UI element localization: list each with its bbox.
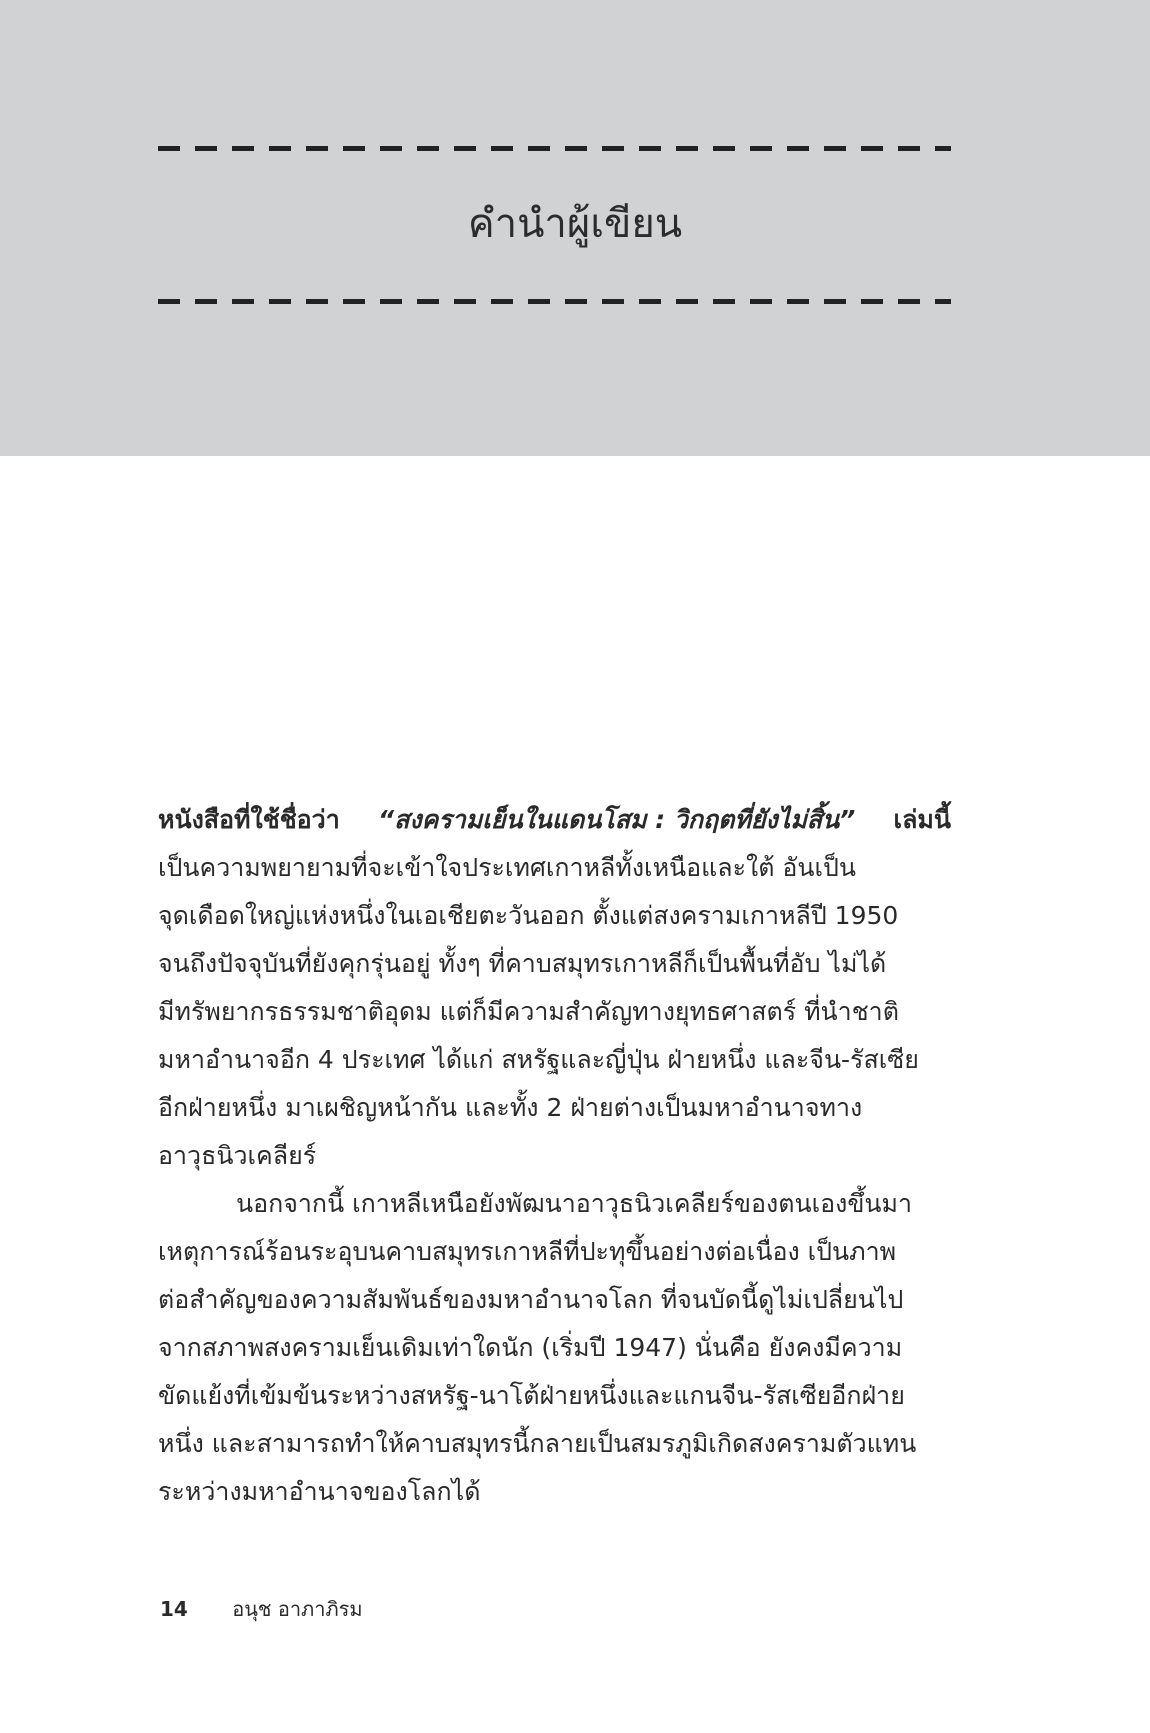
paragraph-2-line: จากสภาพสงครามเย็นเดิมเท่าใดนัก (เริ่มปี 1947) นั่นคือ ยังคงมีความ [158, 1333, 903, 1362]
author-name: อนุช อาภาภิรม [232, 1597, 363, 1621]
paragraph-2-line: หนึ่ง และสามารถทำให้คาบสมุทรนี้กลายเป็นสมรภูมิเกิดสงครามตัวแทน [158, 1429, 917, 1458]
page-number: 14 [160, 1597, 188, 1621]
paragraph-1-line: มหาอำนาจอีก 4 ประเทศ ได้แก่ สหรัฐและญี่ปุ่น ฝ่ายหนึ่ง และจีน-รัสเซีย [158, 1045, 919, 1074]
book-title: “สงครามเย็นในแดนโสม : วิกฤตที่ยังไม่สิ้น” [378, 805, 856, 834]
chapter-title: คำนำผู้เขียน [467, 201, 683, 247]
paragraph-1-line: จนถึงปัจจุบันที่ยังคุกรุ่นอยู่ ทั้งๆ ที่คาบสมุทรเกาหลีก็เป็นพื้นที่อับ ไม่ได้ [158, 949, 887, 978]
paragraph-1-line: มีทรัพยากรธรรมชาติอุดม แต่ก็มีความสำคัญทางยุทธศาสตร์ ที่นำชาติ [158, 997, 899, 1026]
page-footer [160, 1593, 363, 1625]
paragraph-2-line: ขัดแย้งที่เข้มข้นระหว่างสหรัฐ-นาโต้ฝ่ายหนึ่งและแกนจีน-รัสเซียอีกฝ่าย [158, 1381, 905, 1410]
paragraph-1-line: อีกฝ่ายหนึ่ง มาเผชิญหน้ากัน และทั้ง 2 ฝ่ายต่างเป็นมหาอำนาจทาง [158, 1093, 863, 1122]
paragraph-1-line: จุดเดือดใหญ่แห่งหนึ่งในเอเชียตะวันออก ตั้งแต่สงครามเกาหลีปี 1950 [158, 901, 899, 930]
paragraph-2-line: ระหว่างมหาอำนาจของโลกได้ [158, 1477, 481, 1506]
paragraph-2-line: นอกจากนี้ เกาหลีเหนือยังพัฒนาอาวุธนิวเคลียร์ของตนเองขึ้นมา [236, 1189, 913, 1218]
body-text [158, 796, 951, 1516]
paragraph-2-line: ต่อสำคัญของความสัมพันธ์ของมหาอำนาจโลก ที่จนบัดนี้ดูไม่เปลี่ยนไป [158, 1285, 904, 1314]
paragraph-1-line: อาวุธนิวเคลียร์ [158, 1141, 317, 1170]
paragraph-2-line: เหตุการณ์ร้อนระอุบนคาบสมุทรเกาหลีที่ปะทุขึ้นอย่างต่อเนื่อง เป็นภาพ [158, 1237, 897, 1266]
paragraph-1-first-line [158, 796, 951, 844]
paragraph-1-line: เป็นความพยายามที่จะเข้าใจประเทศเกาหลีทั้งเหนือและใต้ อันเป็น [158, 853, 857, 882]
bottom-dashed-rule [158, 299, 951, 304]
header-band [0, 0, 1150, 456]
intro-text: หนังสือที่ใช้ชื่อว่า [158, 805, 340, 834]
intro-end-text: เล่มนี้ [893, 805, 951, 834]
top-dashed-rule [158, 146, 951, 151]
